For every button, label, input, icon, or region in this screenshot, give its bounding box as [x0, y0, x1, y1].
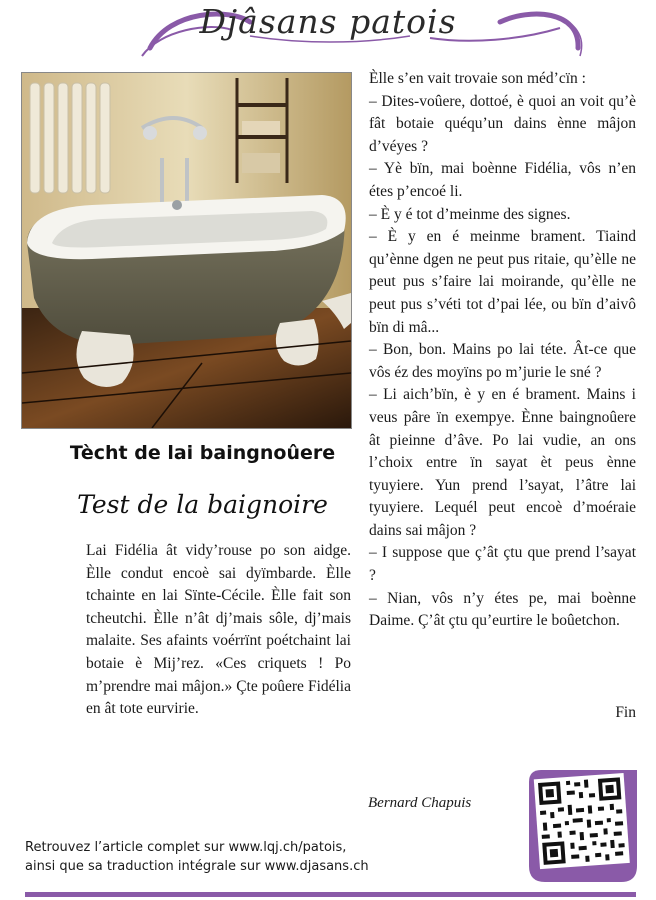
- footer-divider: [25, 892, 636, 897]
- paragraph: – Li aich’bïn, è y en é brament. Mains i veus pâre ïn exempye. Ènne baingnoûere ât pieinne d’âve. Po lai vudie, an ons l’choix entre ïn sayat èt peus ènne tyuyiere. Yun prend l’sayat, l’âtre lai tyuyiere. Lequél peut encoè d’moéraie dains sai mâjon ?: [369, 386, 636, 539]
- footer-note: [25, 838, 465, 876]
- article-author: Bernard Chapuis: [368, 795, 472, 811]
- paragraph: – Bon, bon. Mains po lai téte. Ât-ce que vôs éz des moyïns po m’jurie le sné ?: [369, 341, 636, 381]
- paragraph: – Dites-voûere, dottoé, è quoi an voit qu’è fât botaie quéqu’un dains ènne mâjon d’véyes ?: [369, 92, 636, 155]
- paragraph: – Yè bïn, mai boènne Fidélia, vôs n’en étes p’encoé li.: [369, 160, 636, 200]
- paragraph: – Nian, vôs n’y étes pe, mai boènne Daime. Ç’ât çtu qu’eurtire le boûetchon.: [369, 589, 636, 630]
- paragraph: – I suppose que ç’ât çtu que prend l’sayat ?: [369, 544, 636, 585]
- qr-code-icon[interactable]: [529, 770, 637, 882]
- paragraph: – È y en é meinme brament. Tiaind qu’ènne dgen ne peut pus ritaie, qu’èlle ne peut pus s’faire lai moirande, qu’èlle ne peut pus s’véti tot d’pai lée, ou bïn d’aivô bïn di mâ...: [369, 228, 636, 336]
- masthead-title: Djâsans patois: [199, 2, 457, 41]
- article-title-patois: Tècht de lai baingnoûere: [69, 442, 336, 464]
- paragraph: Lai Fidélia ât vidy’rouse po son aidge. Èlle condut encoè sai dyïmbarde. Èlle tchainte en lai Sïnte-Cécile. Èlle fait son tcheutchi. Èlle n’ât dj’mais sôle, dj’mais malaite. Ses afaints voérrïnt poétchaint lai botaie è Mij’rez. «Ces criquets ! Po m’prendre mai mâjon.» Çte poûere Fidélia en ât tote eurvirie.: [86, 542, 351, 718]
- bathtub-photo: [21, 72, 352, 429]
- article-body-right: [369, 68, 636, 633]
- paragraph: – È y é tot d’meinme des signes.: [369, 205, 571, 223]
- paragraph: Èlle s’en vait trovaie son méd’cïn :: [369, 70, 586, 87]
- footer-line-2[interactable]: ainsi que sa traduction intégrale sur www.djasans.ch: [25, 859, 369, 874]
- article-title-french: Test de la baignoire: [77, 490, 328, 519]
- article-end-marker: Fin: [615, 704, 636, 721]
- article-body-left: [86, 540, 351, 721]
- footer-line-1[interactable]: Retrouvez l’article complet sur www.lqj.ch/patois,: [25, 840, 347, 855]
- masthead: [0, 0, 656, 62]
